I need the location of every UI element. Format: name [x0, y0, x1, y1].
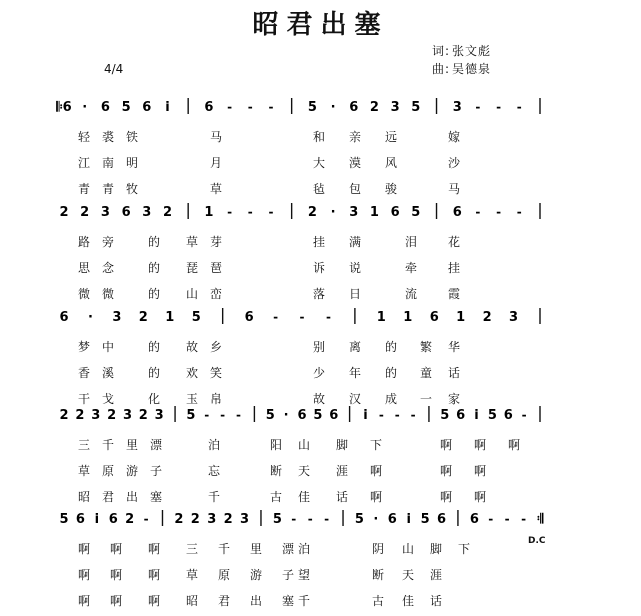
composer-label: 曲:	[432, 62, 451, 76]
lyric-char: 乡	[210, 340, 223, 354]
note: ·	[283, 408, 289, 423]
sustain-dash: -	[475, 100, 481, 114]
lyric-char: 旁	[102, 235, 115, 249]
lyric-char: 草	[186, 568, 199, 582]
lyric-line-verse-1	[0, 436, 641, 454]
sustain-dash: -	[247, 205, 253, 219]
sustain-dash: -	[521, 512, 527, 526]
lyric-char: 啊	[148, 568, 161, 582]
lyricist-name: 张文彪	[452, 44, 492, 58]
note: 5	[313, 408, 323, 423]
lyric-char: 笑	[210, 366, 223, 380]
lyric-char: 家	[448, 392, 461, 406]
lyric-char: 啊	[78, 542, 91, 556]
lyric-char: 马	[210, 130, 223, 144]
lyric-char: 南	[102, 156, 115, 170]
sustain-dash: -	[521, 408, 527, 422]
note: 5	[59, 512, 69, 527]
lyric-char: 路	[78, 235, 91, 249]
lyric-char: 阴	[372, 542, 385, 556]
note: 5	[411, 100, 421, 115]
note: ·	[87, 310, 93, 325]
lyric-char: 亲	[349, 130, 362, 144]
lyric-line-verse-1	[0, 128, 641, 146]
lyric-char: 花	[448, 235, 461, 249]
note: ·	[330, 205, 336, 220]
lyric-char: 漂	[150, 438, 163, 452]
note: 3	[112, 310, 122, 325]
lyric-char: 千	[208, 490, 221, 504]
lyric-char: 脚	[430, 542, 443, 556]
lyric-char: 和	[313, 130, 326, 144]
note: 5	[440, 408, 450, 423]
note: 5	[420, 512, 430, 527]
lyric-char: 流	[405, 287, 418, 301]
sustain-dash: -	[378, 408, 384, 422]
lyric-char: 泊	[208, 438, 221, 452]
note: ·	[330, 100, 336, 115]
lyric-char: 三	[186, 542, 199, 556]
notation-line	[0, 506, 641, 530]
note: i	[94, 512, 100, 527]
lyric-char: 念	[102, 261, 115, 275]
sustain-dash: -	[504, 512, 510, 526]
lyric-char: 断	[372, 568, 385, 582]
note: 6	[390, 205, 400, 220]
lyric-char: 佳	[402, 594, 415, 608]
lyric-char: 下	[370, 438, 383, 452]
lyric-char: 戈	[102, 392, 115, 406]
lyric-char: 汉	[349, 392, 362, 406]
note: 6	[204, 100, 214, 115]
lyric-char: 草	[78, 464, 91, 478]
lyric-char: 千	[218, 542, 231, 556]
lyric-char: 青	[78, 182, 91, 196]
note: 1	[376, 310, 386, 325]
lyric-char: 故	[186, 340, 199, 354]
note: 2	[174, 512, 184, 527]
lyric-char: 三	[78, 438, 91, 452]
lyric-char: 别	[313, 340, 326, 354]
note: 2	[223, 512, 233, 527]
lyric-char: 啊	[474, 490, 487, 504]
note: 2	[107, 408, 117, 423]
notation-line	[0, 94, 641, 118]
lyric-char: 远	[385, 130, 398, 144]
sustain-dash: -	[516, 100, 522, 114]
lyric-char: 啊	[508, 438, 521, 452]
note: 6	[429, 310, 439, 325]
note: 6	[329, 408, 339, 423]
note: 3	[240, 512, 250, 527]
lyric-char: 出	[250, 594, 263, 608]
lyric-char: 说	[349, 261, 362, 275]
lyric-char: 月	[210, 156, 223, 170]
note: 6	[387, 512, 397, 527]
note: 5	[272, 512, 282, 527]
lyric-char: 轻	[78, 130, 91, 144]
lyric-char: 涯	[430, 568, 443, 582]
note: 3	[509, 310, 519, 325]
lyric-char: 嫁	[448, 130, 461, 144]
lyric-char: 脚	[336, 438, 349, 452]
note: 2	[162, 205, 173, 220]
lyric-char: 啊	[110, 542, 123, 556]
lyric-char: 干	[78, 392, 91, 406]
note: 6	[503, 408, 513, 423]
notation-line	[0, 402, 641, 426]
lyric-char: 千	[298, 594, 311, 608]
lyric-char: 啊	[78, 594, 91, 608]
lyric-char: 琶	[210, 261, 223, 275]
notation-line	[0, 304, 641, 328]
note: i	[363, 408, 368, 423]
note: 6	[142, 100, 152, 115]
lyric-char: 昭	[186, 594, 199, 608]
lyricist-label: 词:	[432, 44, 451, 58]
lyric-char: 出	[126, 490, 139, 504]
note: 5	[411, 205, 421, 220]
lyric-char: 君	[218, 594, 231, 608]
note: 2	[80, 205, 90, 220]
lyric-char: 的	[148, 340, 161, 354]
lyric-line-verse-3	[0, 592, 641, 610]
note: 6	[100, 100, 110, 115]
lyric-char: 啊	[148, 542, 161, 556]
time-signature: 4/4	[104, 62, 124, 76]
lyric-char: 马	[448, 182, 461, 196]
lyric-char: 的	[148, 366, 161, 380]
lyric-char: 的	[148, 235, 161, 249]
lyric-char: 啊	[110, 568, 123, 582]
composer-credit	[432, 60, 491, 77]
note: 6	[452, 205, 462, 220]
lyric-char: 啊	[78, 568, 91, 582]
lyric-char: 江	[78, 156, 91, 170]
note: 3	[349, 205, 359, 220]
lyric-char: 啊	[440, 438, 453, 452]
lyric-char: 山	[186, 287, 199, 301]
note: 6	[244, 310, 254, 325]
lyric-char: 原	[218, 568, 231, 582]
lyric-char: 故	[313, 392, 326, 406]
sustain-dash: -	[220, 408, 226, 422]
sustain-dash: -	[227, 100, 233, 114]
lyric-char: 君	[102, 490, 115, 504]
lyric-char: 啊	[148, 594, 161, 608]
sustain-dash: -	[307, 512, 313, 526]
note: ·	[373, 512, 379, 527]
lyric-char: 山	[298, 438, 311, 452]
lyric-line-verse-2	[0, 154, 641, 172]
lyric-char: 啊	[474, 438, 487, 452]
lyric-char: 铁	[126, 130, 139, 144]
lyric-char: 游	[126, 464, 139, 478]
lyric-char: 离	[349, 340, 362, 354]
da-capo-mark: D.C	[528, 536, 546, 546]
sustain-dash: -	[324, 512, 330, 526]
lyric-char: 古	[372, 594, 385, 608]
lyric-char: 的	[385, 366, 398, 380]
lyric-char: 古	[270, 490, 283, 504]
note: 5	[191, 310, 201, 325]
note: 6	[469, 512, 479, 527]
lyric-line-verse-2	[0, 462, 641, 480]
sustain-dash: -	[410, 408, 416, 422]
note: 6	[121, 205, 131, 220]
note: 6	[349, 100, 359, 115]
lyric-char: 啊	[440, 490, 453, 504]
note: 5	[265, 408, 275, 423]
composer-name: 吴德泉	[452, 62, 492, 76]
lyric-char: 微	[78, 287, 91, 301]
notation-line	[0, 199, 641, 223]
lyric-char: 游	[250, 568, 263, 582]
note: i	[474, 408, 479, 423]
sustain-dash: -	[273, 310, 279, 324]
lyric-char: 华	[448, 340, 461, 354]
lyric-char: 繁	[420, 340, 433, 354]
note: 3	[452, 100, 462, 115]
sustain-dash: -	[496, 205, 502, 219]
note: 5	[121, 100, 131, 115]
lyric-char: 满	[349, 235, 362, 249]
lyric-char: 话	[336, 490, 349, 504]
lyric-char: 思	[78, 261, 91, 275]
lyric-char: 明	[126, 156, 139, 170]
sustain-dash: -	[227, 205, 233, 219]
note: 3	[154, 408, 164, 423]
lyric-char: 化	[148, 392, 161, 406]
lyric-char: 风	[385, 156, 398, 170]
lyric-line-verse-2	[0, 259, 641, 277]
note: 1	[403, 310, 413, 325]
lyric-line-verse-1	[0, 233, 641, 251]
lyric-char: 草	[210, 182, 223, 196]
lyric-char: 欢	[186, 366, 199, 380]
lyric-line-verse-3	[0, 488, 641, 506]
note: 6	[108, 512, 118, 527]
lyric-char: 啊	[474, 464, 487, 478]
note: 2	[138, 310, 148, 325]
lyric-char: 原	[102, 464, 115, 478]
note: 5	[487, 408, 497, 423]
lyric-char: 玉	[186, 392, 199, 406]
sustain-dash: -	[496, 100, 502, 114]
lyricist-credit	[432, 42, 491, 59]
lyric-char: 牧	[126, 182, 139, 196]
lyric-line-verse-1	[0, 338, 641, 356]
lyric-char: 琵	[186, 261, 199, 275]
sustain-dash: -	[204, 408, 210, 422]
lyric-char: 帛	[210, 392, 223, 406]
lyric-char: 望	[298, 568, 311, 582]
lyric-char: 微	[102, 287, 115, 301]
lyric-char: 的	[148, 261, 161, 275]
note: 1	[369, 205, 379, 220]
note: 5	[307, 100, 317, 115]
note: 3	[100, 205, 110, 220]
song-title: 昭君出塞	[252, 10, 389, 40]
lyric-char: 骏	[385, 182, 398, 196]
lyric-char: 啊	[370, 490, 383, 504]
note: 6	[59, 310, 69, 325]
note: 3	[390, 100, 400, 115]
lyric-char: 溪	[102, 366, 115, 380]
sustain-dash: -	[475, 205, 481, 219]
lyric-char: 漠	[349, 156, 362, 170]
note: 1	[456, 310, 466, 325]
lyric-char: 沙	[448, 156, 461, 170]
note: 6	[75, 512, 85, 527]
lyric-char: 牵	[405, 261, 418, 275]
lyric-char: 子	[282, 568, 295, 582]
lyric-char: 霞	[448, 287, 461, 301]
lyric-char: 成	[385, 392, 398, 406]
lyric-char: 佳	[298, 490, 311, 504]
lyric-char: 啊	[440, 464, 453, 478]
note: 6	[436, 512, 447, 527]
note: 2	[369, 100, 379, 115]
note: 3	[142, 205, 152, 220]
note: 1	[204, 205, 214, 220]
lyric-char: 话	[430, 594, 443, 608]
lyric-char: 落	[313, 287, 326, 301]
note: 3	[207, 512, 217, 527]
note: 2	[75, 408, 85, 423]
lyric-char: 中	[102, 340, 115, 354]
lyric-char: 童	[420, 366, 433, 380]
lyric-char: 香	[78, 366, 91, 380]
lyric-char: 诉	[313, 261, 326, 275]
lyric-char: 山	[402, 542, 415, 556]
lyric-char: 天	[402, 568, 415, 582]
note: 6	[297, 408, 307, 423]
note: 2	[125, 512, 135, 527]
lyric-char: 下	[458, 542, 471, 556]
sustain-dash: -	[325, 310, 331, 324]
lyric-char: 裘	[102, 130, 115, 144]
note: ·	[82, 100, 88, 115]
note: i	[165, 100, 170, 115]
lyric-char: 挂	[313, 235, 326, 249]
note: 2	[138, 408, 148, 423]
note: 2	[59, 205, 69, 220]
lyric-line-verse-3	[0, 285, 641, 303]
note: 3	[91, 408, 101, 423]
lyric-char: 啊	[370, 464, 383, 478]
note: 2	[482, 310, 492, 325]
lyric-line-verse-2	[0, 364, 641, 382]
lyric-char: 阳	[270, 438, 283, 452]
note: 1	[165, 310, 175, 325]
note: 𝄇	[536, 512, 544, 527]
sustain-dash: -	[488, 512, 494, 526]
note: 2	[59, 408, 69, 423]
lyric-char: 天	[298, 464, 311, 478]
lyric-char: 的	[385, 340, 398, 354]
lyric-line-verse-3	[0, 180, 641, 198]
note: 2	[307, 205, 317, 220]
sustain-dash: -	[394, 408, 400, 422]
note: 𝄆6	[56, 100, 72, 115]
lyric-char: 漂	[282, 542, 295, 556]
lyric-char: 少	[313, 366, 326, 380]
lyric-char: 梦	[78, 340, 91, 354]
lyric-char: 年	[349, 366, 362, 380]
lyric-char: 里	[126, 438, 139, 452]
lyric-char: 大	[313, 156, 326, 170]
sustain-dash: -	[236, 408, 242, 422]
lyric-char: 千	[102, 438, 115, 452]
lyric-char: 泊	[298, 542, 311, 556]
lyric-line-verse-2	[0, 566, 641, 584]
lyric-char: 子	[150, 464, 163, 478]
lyric-char: 塞	[150, 490, 163, 504]
lyric-char: 芽	[210, 235, 223, 249]
note: 2	[190, 512, 200, 527]
lyric-char: 昭	[78, 490, 91, 504]
note: 5	[186, 408, 196, 423]
lyric-char: 日	[349, 287, 362, 301]
note: 5	[354, 512, 364, 527]
lyric-char: 的	[148, 287, 161, 301]
lyric-char: 包	[349, 182, 362, 196]
lyric-char: 毡	[313, 182, 326, 196]
sustain-dash: -	[291, 512, 297, 526]
note: 6	[456, 408, 466, 423]
lyric-char: 啊	[110, 594, 123, 608]
sustain-dash: -	[268, 205, 274, 219]
lyric-char: 话	[448, 366, 461, 380]
sustain-dash: -	[268, 100, 274, 114]
lyric-char: 一	[420, 392, 433, 406]
lyric-char: 塞	[282, 594, 295, 608]
lyric-char: 峦	[210, 287, 223, 301]
note: 3	[122, 408, 132, 423]
lyric-char: 里	[250, 542, 263, 556]
sustain-dash: -	[299, 310, 305, 324]
lyric-char: 草	[186, 235, 199, 249]
sustain-dash: -	[143, 512, 149, 526]
lyric-char: 青	[102, 182, 115, 196]
lyric-char: 忘	[208, 464, 221, 478]
sustain-dash: -	[516, 205, 522, 219]
sustain-dash: -	[247, 100, 253, 114]
lyric-char: 涯	[336, 464, 349, 478]
lyric-char: 断	[270, 464, 283, 478]
lyric-char: 泪	[405, 235, 418, 249]
note: i	[406, 512, 411, 527]
lyric-char: 挂	[448, 261, 461, 275]
